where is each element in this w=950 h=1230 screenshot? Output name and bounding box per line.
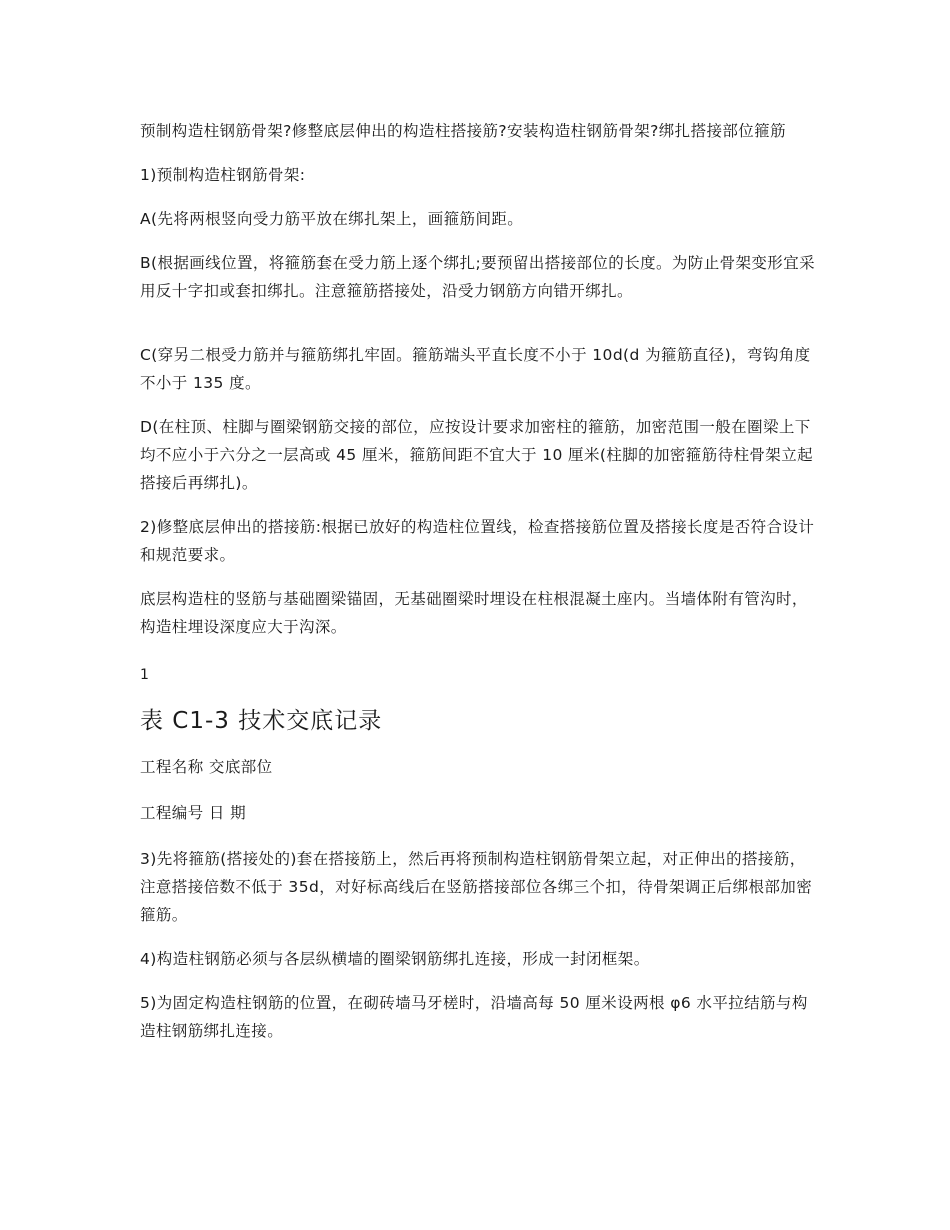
- process-intro: 预制构造柱钢筋骨架?修整底层伸出的构造柱搭接筋?安装构造柱钢筋骨架?绑扎搭接部位箍筋: [140, 122, 786, 140]
- form-row-project-name: 工程名称 交底部位: [140, 758, 273, 776]
- step1-title: 1)预制构造柱钢筋骨架:: [140, 166, 306, 184]
- step3: 3)先将箍筋(搭接处的)套在搭接筋上，然后再将预制构造柱钢筋骨架立起，对正伸出的搭接筋，注意搭接倍数不低于 35d，对好标高线后在竖筋搭接部位各绑三个扣，待骨架调正后绑根部加密箍筋。: [140, 850, 813, 924]
- step2: 2)修整底层伸出的搭接筋:根据已放好的构造柱位置线，检查搭接筋位置及搭接长度是否符合设计和规范要求。: [140, 518, 815, 564]
- step5: 5)为固定构造柱钢筋的位置，在砌砖墙马牙槎时，沿墙高每 50 厘米设两根 φ6 水平拉结筋与构造柱钢筋绑扎连接。: [140, 994, 808, 1040]
- step-c: C(穿另二根受力筋并与箍筋绑扎牢固。箍筋端头平直长度不小于 10d(d 为箍筋直径)，弯钩角度不小于 135 度。: [140, 346, 811, 392]
- step4: 4)构造柱钢筋必须与各层纵横墙的圈梁钢筋绑扎连接，形成一封闭框架。: [140, 950, 650, 968]
- form-title: 表 C1-3 技术交底记录: [140, 708, 383, 734]
- step-a: A(先将两根竖向受力筋平放在绑扎架上，画箍筋间距。: [140, 210, 524, 228]
- page-number: 1: [140, 667, 149, 683]
- step-b: B(根据画线位置，将箍筋套在受力筋上逐个绑扎;要预留出搭接部位的长度。为防止骨架变形宜采用反十字扣或套扣绑扎。注意箍筋搭接处，沿受力钢筋方向错开绑扎。: [140, 254, 816, 300]
- document-page: [140, 117, 815, 1061]
- form-row-project-number: 工程编号 日 期: [140, 804, 247, 822]
- step-d: D(在柱顶、柱脚与圈梁钢筋交接的部位，应按设计要求加密柱的箍筋，加密范围一般在圈梁上下均不应小于六分之一层高或 45 厘米，箍筋间距不宜大于 10 厘米(柱脚的加密箍筋待柱骨架立起搭接后再绑扎)。: [140, 418, 814, 492]
- ground-note: 底层构造柱的竖筋与基础圈梁锚固，无基础圈梁时埋设在柱根混凝土座内。当墙体附有管沟时，构造柱埋设深度应大于沟深。: [140, 590, 808, 636]
